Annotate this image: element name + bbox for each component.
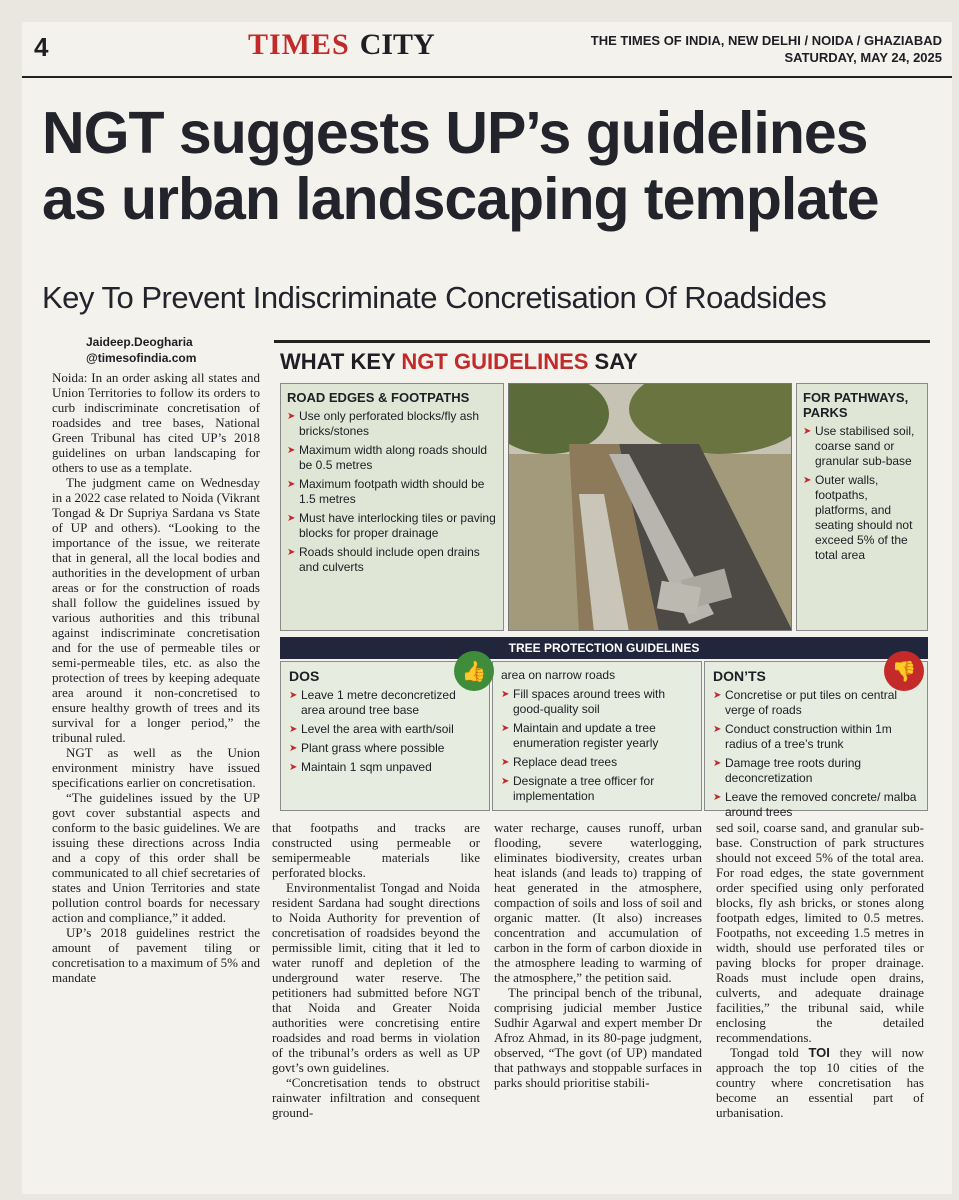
infographic-title: WHAT KEY NGT GUIDELINES SAY: [280, 349, 638, 374]
dos-continued-text: area on narrow roads: [501, 668, 616, 682]
article-paragraph: Noida: In an order asking all states and Union Territories to follow its orders to curb indiscriminate concretisation of roadsides and tree bases, National Green Tribunal has cited UP’s 2018 guidelines on urban landscaping for others to use as a template.: [52, 370, 260, 475]
page-number: 4: [34, 32, 49, 62]
list-item: ➤ Level the area with earth/soil: [289, 722, 481, 737]
list-item: ➤ Designate a tree officer for implementation: [501, 774, 693, 804]
list-item: ➤ Concretise or put tiles on central verge of roads: [713, 688, 919, 718]
guidelines-infographic: [274, 340, 930, 819]
headline-line-1: NGT suggests UP’s guidelines: [42, 100, 868, 166]
list-item: ➤ Maximum width along roads should be 0.5 metres: [287, 443, 497, 473]
section-title: [248, 28, 435, 62]
byline: [86, 334, 196, 366]
headline-line-2: as urban landscaping template: [42, 166, 879, 232]
section-title-city: CITY: [359, 28, 435, 61]
list-item: ➤ Plant grass where possible: [289, 741, 481, 756]
article-paragraph: Tongad told TOI they will now approach the top 10 cities of the country where concretisation has become an essential part of urbanisation.: [716, 1045, 925, 1120]
article-paragraph: Environmentalist Tongad and Noida resident Sardana had sought directions to Noida Authority for prevention of concretisation of roadsides beyond the permissible limit, citing that it led to water runoff and depletion of the underground water reserve. The petitioners had submitted before NGT that Noida and Greater Noida authorities were concretising entire roadsides and road berms in violation of the tribunal’s orders as well as UP govt’s own guidelines.: [272, 880, 480, 1075]
donts-heading: DON’TS: [713, 668, 766, 684]
edition-info: [591, 32, 942, 66]
article-column-1: [52, 370, 260, 985]
list-item: ➤ Use stabilised soil, coarse sand or granular sub-base: [803, 424, 921, 469]
edition-line: THE TIMES OF INDIA, NEW DELHI / NOIDA / GHAZIABAD: [590, 33, 942, 48]
thumbs-down-icon: 👎: [884, 651, 924, 691]
pathways-box: [796, 383, 928, 631]
article-paragraph: “The guidelines issued by the UP govt cover substantial aspects and conform to the basic guidelines. We are issuing these directions across India and a copy of this order shall be communicated to all chief secretaries of states and Union Territories and state pollution control boards for necessary action and compliance,” it added.: [52, 790, 260, 925]
list-item: ➤ Replace dead trees: [501, 755, 693, 770]
tree-protection-title: TREE PROTECTION GUIDELINES: [508, 641, 700, 655]
dos-box-continued: [492, 661, 702, 811]
article-paragraph: “Concretisation tends to obstruct rainwater infiltration and consequent ground-: [272, 1075, 480, 1120]
article-paragraph: UP’s 2018 guidelines restrict the amount of pavement tiling or concretisation to a maximum of 5% and mandate: [52, 925, 260, 985]
roadside-photo: [508, 383, 792, 631]
dos-heading: DOS: [289, 668, 320, 684]
pathways-heading: FOR PATHWAYS, PARKS: [803, 390, 909, 420]
article-column-3: [494, 820, 702, 1090]
headline: [42, 100, 942, 232]
list-item: ➤ Maintain and update a tree enumeration register yearly: [501, 721, 693, 751]
byline-handle: @timesofindia.com: [86, 351, 197, 365]
list-item: ➤ Leave the removed concrete/ malba around trees: [713, 790, 919, 820]
toi-name: TOI: [808, 1045, 830, 1060]
roadside-photo-illustration: [509, 384, 792, 631]
list-item: ➤ Roads should include open drains and culverts: [287, 545, 497, 575]
article-column-2: [272, 820, 480, 1120]
section-title-times: TIMES: [248, 28, 350, 61]
list-item: ➤ Damage tree roots during deconcretization: [713, 756, 919, 786]
list-item: ➤ Use only perforated blocks/fly ash bricks/stones: [287, 409, 497, 439]
page-header: [22, 22, 952, 78]
article-paragraph: that footpaths and tracks are constructed using permeable or semipermeable materials like perforated blocks.: [272, 820, 480, 880]
article-paragraph: water recharge, causes runoff, urban flooding, severe waterlogging, eliminates biodiversity, creates urban heat islands (and leads to) trapping of heat generated in the atmosphere, compaction of soils and loss of soil and organic matter. (It also) increases concentration and accumulation of carbon in the form of carbon dioxide in the atmosphere leading to warming of the atmosphere,” the petition said.: [494, 820, 702, 985]
newspaper-page: [22, 22, 952, 1194]
list-item: ➤ Maintain 1 sqm unpaved: [289, 760, 481, 775]
road-edges-heading: ROAD EDGES & FOOTPATHS: [287, 390, 470, 405]
tree-protection-bar: [280, 637, 928, 659]
list-item: ➤ Outer walls, footpaths, platforms, and seating should not exceed 5% of the total area: [803, 473, 921, 563]
list-item: ➤ Conduct construction within 1m radius of a tree’s trunk: [713, 722, 919, 752]
article-paragraph: The judgment came on Wednesday in a 2022 case related to Noida (Vikrant Tongad & Dr Supriya Sardana vs State of UP and others). “Looking to the importance of the issue, we reiterate that in general, all the local bodies and authorities in the development of urban areas or for the construction of roads shall follow the guidelines issued by various authorities and this tribunal against indiscriminate concretisation and for the use of permeable tiles or semi-permeable tiles, etc. as also the protection of trees by keeping adequate area around it non-concretised to ensure healthy growth of trees and its survival for a longer period,” the tribunal ruled.: [52, 475, 260, 745]
list-item: ➤ Must have interlocking tiles or paving blocks for proper drainage: [287, 511, 497, 541]
article-paragraph: NGT as well as the Union environment ministry have issued specifications earlier on concretisation.: [52, 745, 260, 790]
article-paragraph: The principal bench of the tribunal, comprising judicial member Justice Sudhir Agarwal and expert member Dr Afroz Ahmad, in its 80-page judgment, observed, “The govt (of UP) mandated that pathways and stoppable surfaces in parks should prioritise stabili-: [494, 985, 702, 1090]
road-edges-box: [280, 383, 504, 631]
article-column-4: [716, 820, 924, 1120]
subheadline: Key To Prevent Indiscriminate Concretisation Of Roadsides: [42, 280, 827, 315]
list-item: ➤ Fill spaces around trees with good-quality soil: [501, 687, 693, 717]
list-item: ➤ Leave 1 metre deconcretized area around tree base: [289, 688, 481, 718]
list-item: ➤ Maximum footpath width should be 1.5 metres: [287, 477, 497, 507]
thumbs-up-icon: 👍: [454, 651, 494, 691]
article-paragraph: sed soil, coarse sand, and granular sub-base. Construction of park structures should not exceed 5% of the total area. For road edges, the state government order specified using only perforated blocks, fly ash bricks, or stones along footpath edges, limited to 0.5 metres. Footpaths, not exceeding 1.5 metres in width, should use perforated tiles or paving blocks for proper drainage. Roads must include open drains, culverts, and adequate drainage facilities,” the tribunal said, while enclosing the detailed recommendations.: [716, 820, 924, 1045]
edition-date: SATURDAY, MAY 24, 2025: [784, 50, 942, 65]
byline-name: Jaideep.Deogharia: [86, 335, 193, 349]
